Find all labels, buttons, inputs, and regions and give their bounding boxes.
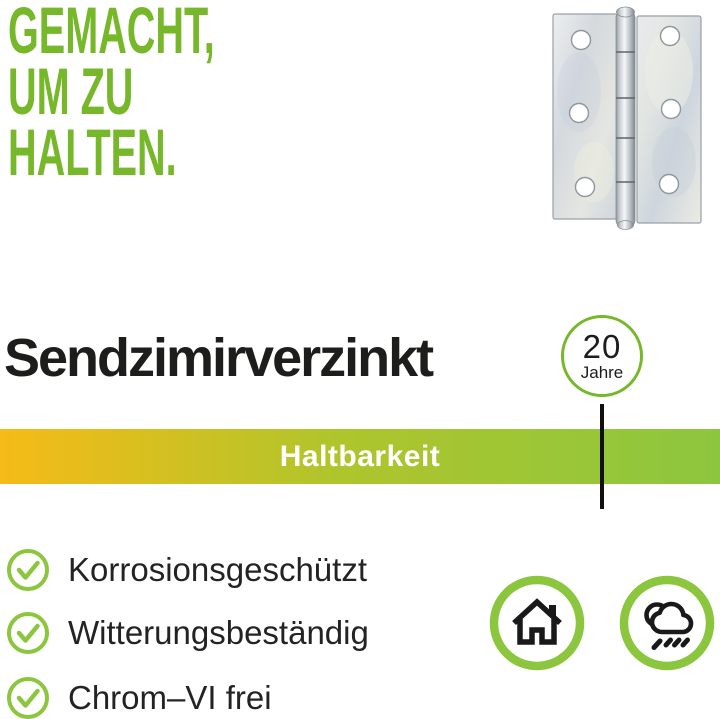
durability-bar [0,429,720,484]
rain-clouds-icon [619,575,715,671]
feature-label: Witterungsbeständig [68,614,369,651]
badge-pointer-line [600,404,604,509]
feature-label: Chrom–VI frei [68,679,272,716]
headline [8,0,215,189]
headline-line-2: UM ZU [8,54,134,128]
headline-line-3: HALTEN. [8,115,177,189]
badge-unit: Jahre [580,363,624,382]
check-circle-icon [5,610,51,656]
check-circle-icon [5,675,51,719]
house-icon [489,575,585,671]
feature-item-chrom-vi-frei [5,675,272,719]
page-title: Sendzimirverzinkt [4,328,433,388]
durability-years-badge [561,315,643,397]
feature-item-witterungsbestaendig [5,610,369,656]
durability-bar-label: Haltbarkeit [279,439,441,473]
feature-item-korrosionsgeschuetzt [5,547,367,593]
feature-label: Korrosionsgeschützt [68,551,367,588]
badge-value: 20 [582,328,622,365]
hinge-product-image [549,2,705,234]
headline-line-1: GEMACHT, [8,0,215,67]
check-circle-icon [5,547,51,593]
